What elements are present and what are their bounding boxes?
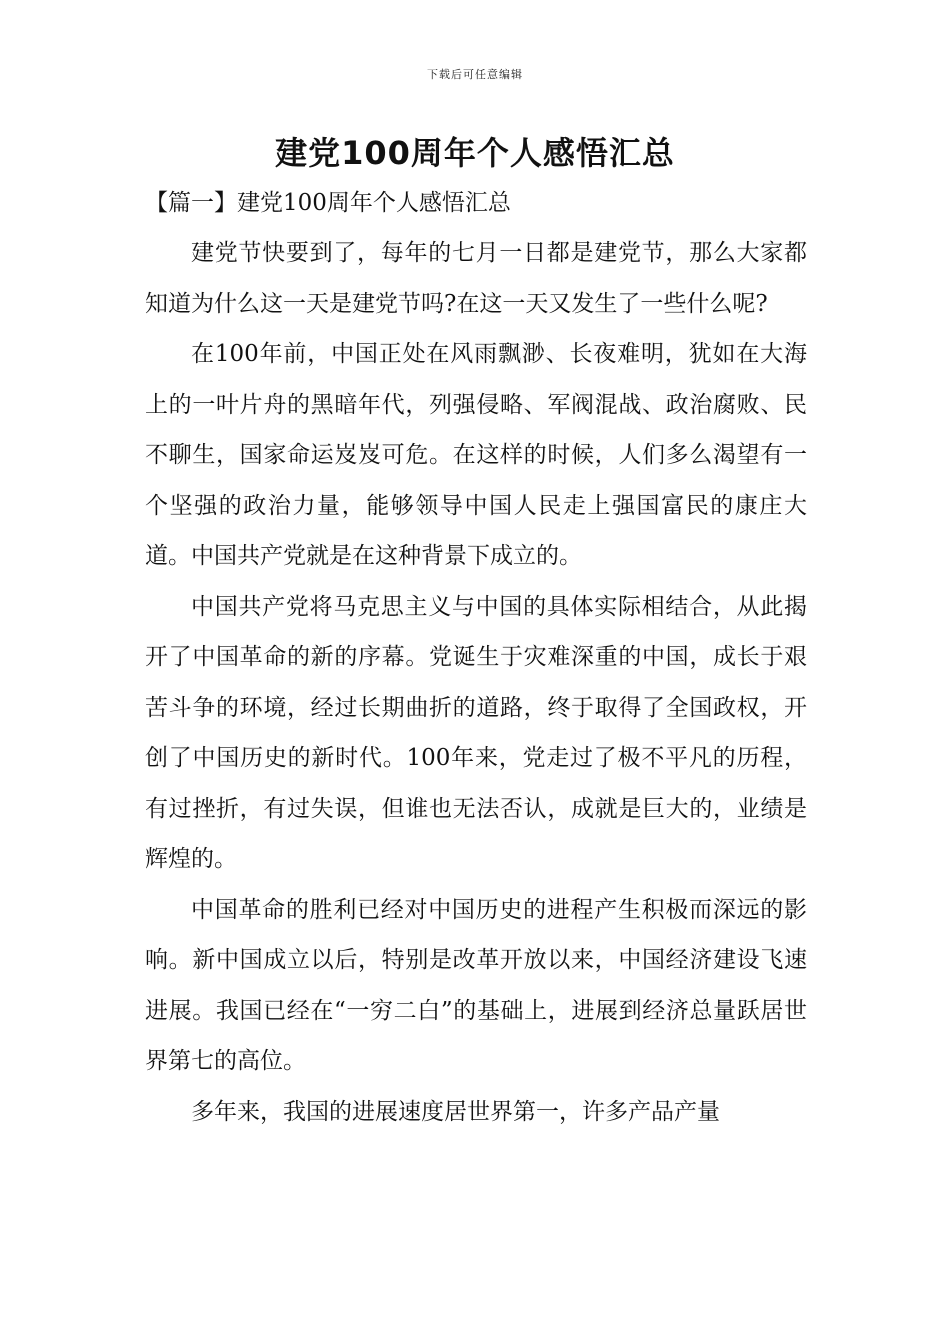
section-subtitle: 【篇一】建党100周年个人感悟汇总 bbox=[145, 190, 511, 216]
paragraph-5: 多年来，我国的进展速度居世界第一，许多产品产量 bbox=[191, 1098, 720, 1125]
body-text bbox=[145, 228, 807, 1137]
paragraph-2: 在100年前，中国正处在风雨飘渺、长夜难明，犹如在大海上的一叶片舟的黑暗年代，列强侵略、军阀混战、政治腐败、民不聊生，国家命运岌岌可危。在这样的时候，人们多么渴望有一个坚强的政治力量，能够领导中国人民走上强国富民的康庄大道。中国共产党就是在这种背景下成立的。 bbox=[145, 341, 807, 569]
header-note: 下载后可任意编辑 bbox=[427, 68, 523, 81]
paragraph-1: 建党节快要到了，每年的七月一日都是建党节，那么大家都知道为什么这一天是建党节吗?在这一天又发生了一些什么呢? bbox=[145, 240, 807, 317]
paragraph-3: 中国共产党将马克思主义与中国的具体实际相结合，从此揭开了中国革命的新的序幕。党诞生于灾难深重的中国，成长于艰苦斗争的环境，经过长期曲折的道路，终于取得了全国政权，开创了中国历史的新时代。100年来，党走过了极不平凡的历程，有过挫折，有过失误，但谁也无法否认，成就是巨大的，业绩是辉煌的。 bbox=[145, 593, 807, 872]
paragraph-4: 中国革命的胜利已经对中国历史的进程产生积极而深远的影响。新中国成立以后，特别是改革开放以来，中国经济建设飞速进展。我国已经在“一穷二白”的基础上，进展到经济总量跃居世界第七的高位。 bbox=[145, 896, 807, 1074]
page-title: 建党100周年个人感悟汇总 bbox=[275, 134, 675, 172]
